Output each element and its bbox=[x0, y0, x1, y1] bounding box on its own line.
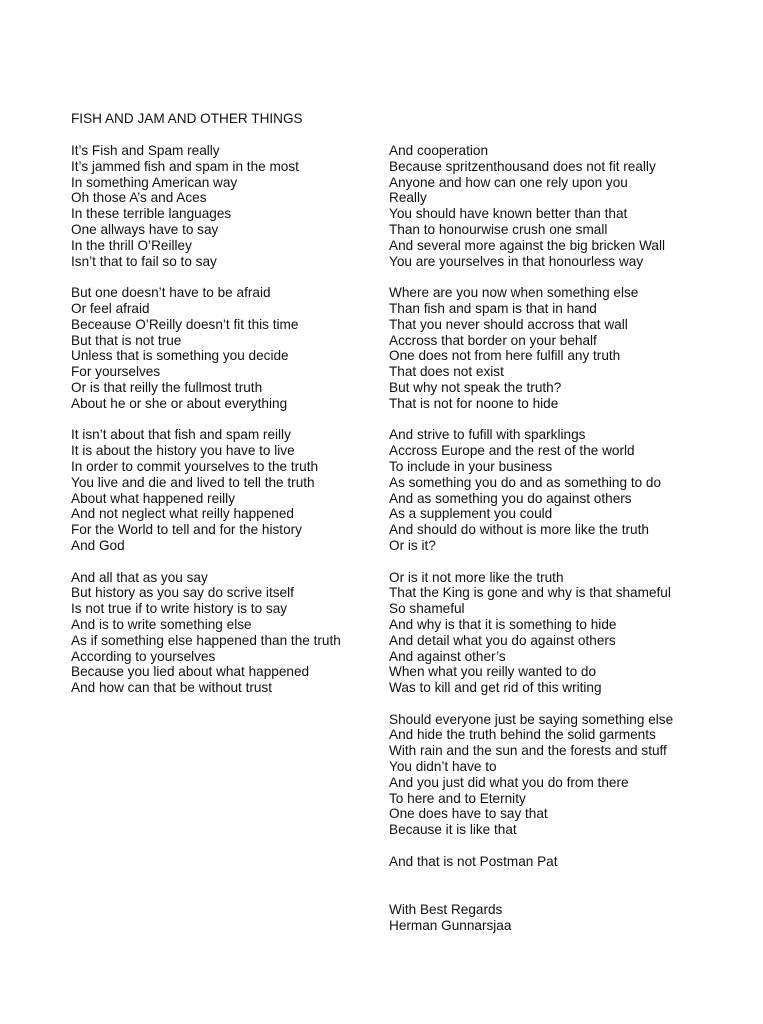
poem-line: Because spritzenthousand does not fit really bbox=[389, 158, 656, 174]
poem-line: But that is not true bbox=[71, 332, 182, 348]
poem-line: And against other’s bbox=[389, 648, 506, 664]
poem-line: In these terrible languages bbox=[71, 206, 232, 222]
poem-line: One does have to say that bbox=[389, 806, 548, 822]
poem-line: But one doesn’t have to be afraid bbox=[71, 285, 271, 301]
signoff bbox=[389, 902, 511, 934]
signoff-greeting: With Best Regards bbox=[389, 902, 503, 917]
poem-line: And all that as you say bbox=[71, 569, 208, 585]
poem-line: Beceause O’Reilly doesn’t fit this time bbox=[71, 316, 299, 332]
poem-line: And that is not Postman Pat bbox=[389, 853, 558, 869]
poem-line: Should everyone just be saying something else bbox=[389, 711, 674, 727]
poem-line: So shameful bbox=[389, 601, 465, 617]
poem-line: Or is that reilly the fullmost truth bbox=[71, 379, 263, 395]
poem-line: One allways have to say bbox=[71, 221, 219, 237]
poem-line: Or is it? bbox=[389, 537, 436, 553]
poem-line: To include in your business bbox=[389, 458, 553, 474]
poem-line: You live and die and lived to tell the truth bbox=[71, 474, 315, 490]
poem-line: About what happened reilly bbox=[71, 490, 235, 506]
poem-line: That does not exist bbox=[389, 364, 504, 380]
stanza bbox=[389, 712, 673, 838]
stanza bbox=[389, 570, 673, 696]
poem-line: You are yourselves in that honourless way bbox=[389, 253, 644, 269]
poem-line: And as something you do against others bbox=[389, 490, 632, 506]
right-column bbox=[389, 143, 673, 885]
poem-line: Isn’t that to fail so to say bbox=[71, 253, 217, 269]
poem-line: And you just did what you do from there bbox=[389, 774, 629, 790]
poem-line: And strive to fufill with sparklings bbox=[389, 427, 586, 443]
poem-line: But why not speak the truth? bbox=[389, 379, 562, 395]
poem-line: That is not for noone to hide bbox=[389, 395, 559, 411]
poem-line: One does not from here fulfill any truth bbox=[389, 348, 621, 364]
poem-line: In the thrill O’Reilley bbox=[71, 237, 192, 253]
stanza bbox=[71, 427, 341, 553]
poem-line: In order to commit yourselves to the truth bbox=[71, 458, 319, 474]
poem-line: It isn’t about that fish and spam reilly bbox=[71, 427, 291, 443]
left-column bbox=[71, 143, 341, 712]
stanza bbox=[71, 285, 341, 411]
poem-line: Accross Europe and the rest of the world bbox=[389, 443, 635, 459]
poem-line: And hide the truth behind the solid garments bbox=[389, 727, 656, 743]
poem-line: And why is that it is something to hide bbox=[389, 616, 617, 632]
poem-line: And several more against the big bricken Wall bbox=[389, 237, 666, 253]
stanza bbox=[71, 143, 341, 269]
poem-line: To here and to Eternity bbox=[389, 790, 526, 806]
poem-title: FISH AND JAM AND OTHER THINGS bbox=[71, 111, 303, 126]
poem-line: And is to write something else bbox=[71, 616, 252, 632]
poem-line: When what you reilly wanted to do bbox=[389, 664, 597, 680]
poem-line: Than to honourwise crush one small bbox=[389, 221, 608, 237]
poem-line: That you never should accross that wall bbox=[389, 316, 628, 332]
poem-line: Because it is like that bbox=[389, 822, 517, 838]
stanza bbox=[389, 143, 673, 269]
poem-line: Was to kill and get rid of this writing bbox=[389, 680, 602, 696]
poem-line: And detail what you do against others bbox=[389, 632, 616, 648]
poem-line: It’s Fish and Spam really bbox=[71, 143, 220, 158]
poem-line: For the World to tell and for the history bbox=[71, 522, 302, 538]
poem-line: Really bbox=[389, 190, 427, 206]
stanza bbox=[389, 285, 673, 411]
poem-line: Accross that border on your behalf bbox=[389, 332, 597, 348]
poem-line: Is not true if to write history is to say bbox=[71, 601, 288, 617]
poem-line: As something you do and as something to do bbox=[389, 474, 662, 490]
stanza bbox=[389, 427, 673, 553]
poem-line: Or feel afraid bbox=[71, 300, 150, 316]
poem-line: You didn’t have to bbox=[389, 759, 497, 775]
stanza bbox=[389, 854, 673, 870]
poem-line: Anyone and how can one rely upon you bbox=[389, 174, 628, 190]
poem-line: In something American way bbox=[71, 174, 238, 190]
poem-line: Or is it not more like the truth bbox=[389, 569, 564, 585]
poem-line: Oh those A’s and Aces bbox=[71, 190, 207, 206]
poem-line: With rain and the sun and the forests and stuff bbox=[389, 743, 667, 759]
signoff-name: Herman Gunnarsjaa bbox=[389, 917, 512, 933]
poem-line: And should do without is more like the truth bbox=[389, 522, 649, 538]
poem-line: And not neglect what reilly happened bbox=[71, 506, 294, 522]
poem-line: And God bbox=[71, 537, 125, 553]
poem-line: Unless that is something you decide bbox=[71, 348, 289, 364]
stanza bbox=[71, 570, 341, 696]
poem-line: And cooperation bbox=[389, 143, 489, 158]
poem-line: For yourselves bbox=[71, 364, 161, 380]
poem-line: Where are you now when something else bbox=[389, 285, 639, 301]
poem-line: As if something else happened than the truth bbox=[71, 632, 341, 648]
poem-line: Because you lied about what happened bbox=[71, 664, 310, 680]
poem-line: But history as you say do scrive itself bbox=[71, 585, 294, 601]
poem-line: According to yourselves bbox=[71, 648, 216, 664]
poem-line: Than fish and spam is that in hand bbox=[389, 300, 597, 316]
poem-line: It’s jammed fish and spam in the most bbox=[71, 158, 299, 174]
poem-line: You should have known better than that bbox=[389, 206, 628, 222]
poem-line: About he or she or about everything bbox=[71, 395, 288, 411]
poem-line: It is about the history you have to live bbox=[71, 443, 295, 459]
poem-line: As a supplement you could bbox=[389, 506, 553, 522]
poem-line: That the King is gone and why is that shameful bbox=[389, 585, 671, 601]
poem-line: And how can that be without trust bbox=[71, 680, 273, 696]
